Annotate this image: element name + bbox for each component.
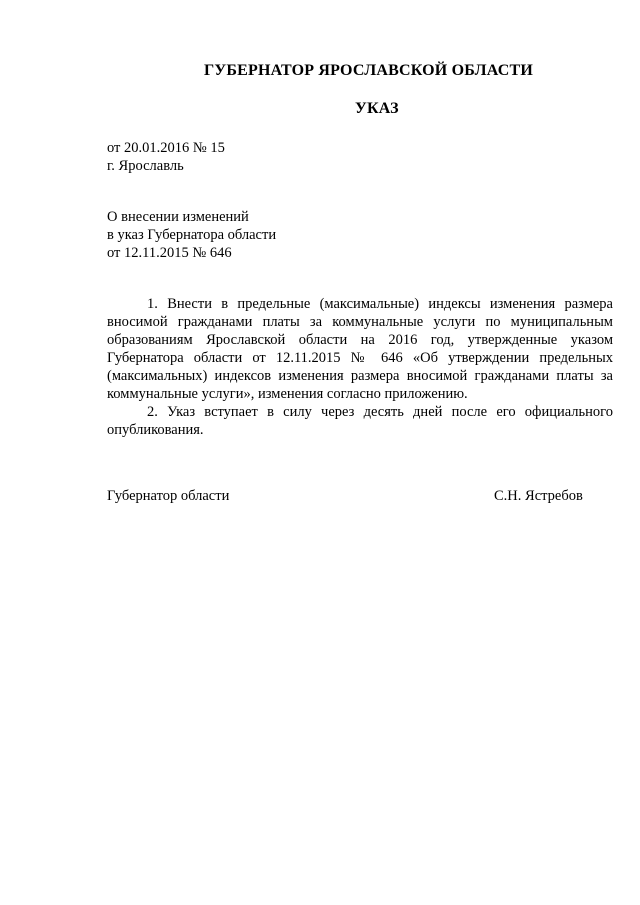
document-body <box>107 295 613 439</box>
document-city: г. Ярославль <box>107 158 184 174</box>
issuing-authority-heading: ГУБЕРНАТОР ЯРОСЛАВСКОЙ ОБЛАСТИ <box>204 62 534 79</box>
document-subject <box>107 208 276 262</box>
body-paragraph-2: 2. Указ вступает в силу через десять дней после его официального опубликования. <box>107 404 613 438</box>
signatory-position: Губернатор области <box>107 488 230 504</box>
body-paragraph-1: 1. Внести в предельные (максимальные) индексы изменения размера вносимой гражданами платы за коммунальные услуги по муниципальным образованиям Ярославской области на 2016 год, утвержденные указом Губернатора области от 12.11.2015 № 646 «Об утверждении предельных (максимальных) индексов изменения размера вносимой гражданами платы за коммунальные услуги», изменения согласно приложению. <box>107 296 613 402</box>
document-meta <box>107 139 225 175</box>
document-date-number: от 20.01.2016 № 15 <box>107 140 225 156</box>
document-type-heading: УКАЗ <box>355 100 399 117</box>
subject-line-2: в указ Губернатора области <box>107 227 277 243</box>
subject-line-3: от 12.11.2015 № 646 <box>107 245 232 261</box>
subject-line-1: О внесении изменений <box>107 209 249 225</box>
signatory-name: С.Н. Ястребов <box>494 488 583 504</box>
